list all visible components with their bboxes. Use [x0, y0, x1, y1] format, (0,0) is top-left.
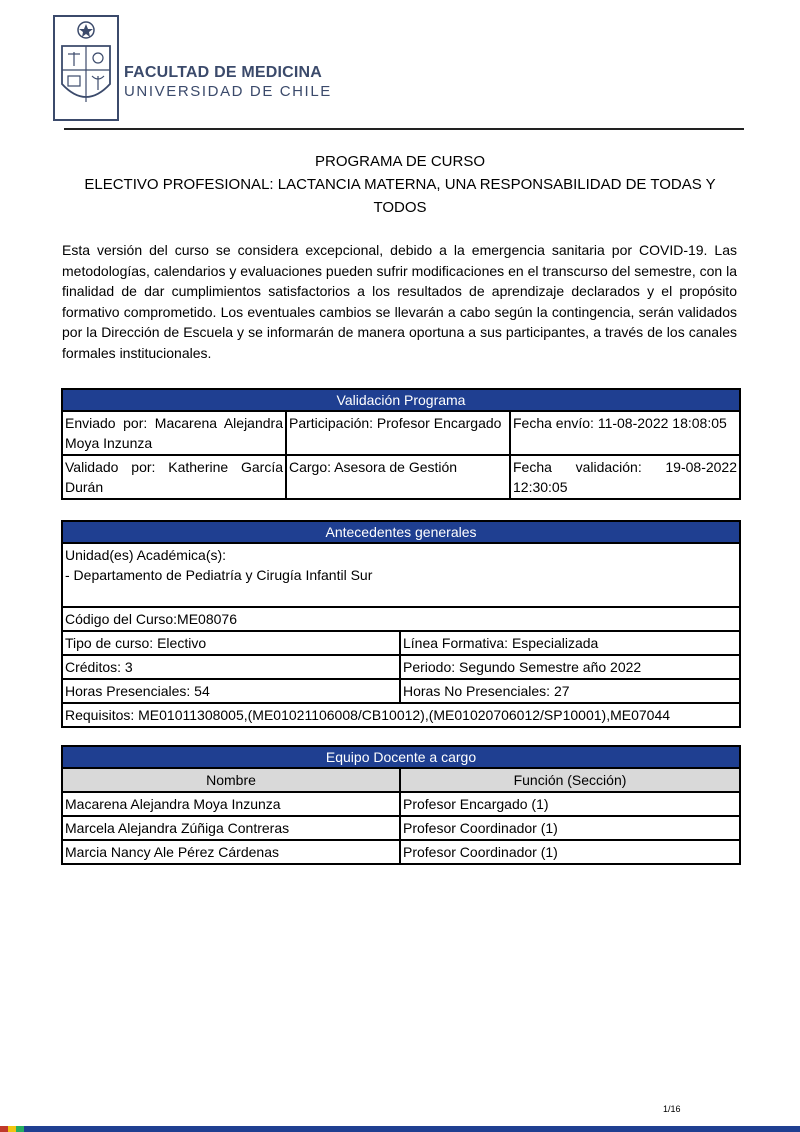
- header-divider: [64, 128, 744, 130]
- participation-cell: Participación: Profesor Encargado: [286, 411, 510, 455]
- academic-units-cell: [62, 543, 740, 607]
- role-cell: Cargo: Asesora de Gestión: [286, 455, 510, 499]
- table-row: [62, 816, 740, 840]
- title-line-1: PROGRAMA DE CURSO: [314, 153, 486, 170]
- footer-stripe-red: [0, 1126, 8, 1132]
- teacher-role: Profesor Coordinador (1): [400, 840, 740, 864]
- footer-stripe-green: [16, 1126, 24, 1132]
- column-header-name: Nombre: [62, 768, 400, 792]
- university-crest-icon: [52, 14, 120, 122]
- validation-date-cell: Fecha validación: 19-08-2022 12:30:05: [510, 455, 740, 499]
- intro-paragraph: Esta versión del curso se considera excepcional, debido a la emergencia sanitaria por COVID-19. Las metodologías, calendarios y evaluaciones pueden sufrir modificaciones en el transcurso del semestre, con la finalidad de dar cumplimientos satisfactorios a los resultados de aprendizaje declarados y el propósito formativo comprometido. Los eventuales cambios se llevarán a cabo según la contingencia, serán validados por la Dirección de Escuela y se informarán de manera oportuna a sus participantes, a través de los canales formales institucionales.: [62, 242, 737, 361]
- logo-faculty-name: FACULTAD DE MEDICINA: [124, 64, 323, 81]
- course-type-cell: Tipo de curso: Electivo: [62, 631, 400, 655]
- footer-color-bar: [0, 1126, 800, 1132]
- validation-table: [61, 388, 741, 500]
- column-header-role: Función (Sección): [400, 768, 740, 792]
- faculty-logo-text: [124, 63, 332, 101]
- sent-by-cell: Enviado por: Macarena Alejandra Moya Inzunza: [62, 411, 286, 455]
- teacher-role: Profesor Coordinador (1): [400, 816, 740, 840]
- requirements-cell: Requisitos: ME01011308005,(ME01021106008/CB10012),(ME01020706012/SP10001),ME07044: [62, 703, 740, 727]
- page-header: [52, 14, 742, 129]
- teacher-name: Marcia Nancy Ale Pérez Cárdenas: [62, 840, 400, 864]
- teacher-name: Marcela Alejandra Zúñiga Contreras: [62, 816, 400, 840]
- period-cell: Periodo: Segundo Semestre año 2022: [400, 655, 740, 679]
- table-row: [62, 792, 740, 816]
- academic-units-value: - Departamento de Pediatría y Cirugía Infantil Sur: [65, 567, 373, 583]
- background-header: Antecedentes generales: [62, 521, 740, 543]
- logo-university-name: UNIVERSIDAD DE CHILE: [124, 83, 332, 100]
- validated-by-cell: Validado por: Katherine García Durán: [62, 455, 286, 499]
- course-code-cell: Código del Curso:ME08076: [62, 607, 740, 631]
- teacher-name: Macarena Alejandra Moya Inzunza: [62, 792, 400, 816]
- validation-header: Validación Programa: [62, 389, 740, 411]
- formative-line-cell: Línea Formativa: Especializada: [400, 631, 740, 655]
- sent-date-cell: Fecha envío: 11-08-2022 18:08:05: [510, 411, 740, 455]
- document-title: [60, 150, 740, 219]
- academic-units-label: Unidad(es) Académica(s):: [65, 547, 227, 563]
- general-background-table: [61, 520, 741, 728]
- title-line-3: TODOS: [373, 199, 427, 216]
- footer-stripe-yellow: [8, 1126, 16, 1132]
- title-line-2: ELECTIVO PROFESIONAL: LACTANCIA MATERNA, UNA RESPONSABILIDAD DE TODAS Y: [84, 176, 716, 193]
- in-person-hours-cell: Horas Presenciales: 54: [62, 679, 400, 703]
- teaching-team-header: Equipo Docente a cargo: [62, 746, 740, 768]
- page-number: 1/16: [663, 1104, 681, 1114]
- teaching-team-table: [61, 745, 741, 865]
- teacher-role: Profesor Encargado (1): [400, 792, 740, 816]
- remote-hours-cell: Horas No Presenciales: 27: [400, 679, 740, 703]
- table-row: [62, 840, 740, 864]
- credits-cell: Créditos: 3: [62, 655, 400, 679]
